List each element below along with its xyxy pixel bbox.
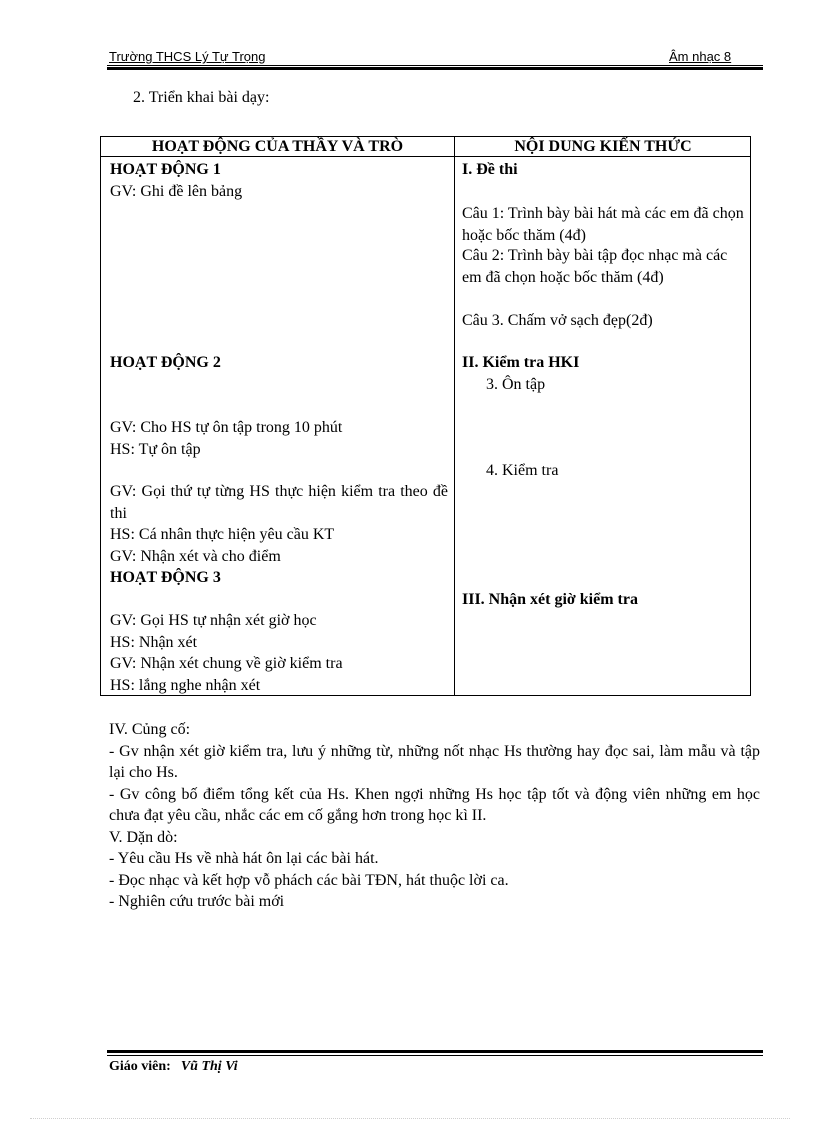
footer-rule-thick bbox=[107, 1050, 763, 1053]
consolidation-title: IV. Củng cố: bbox=[109, 721, 191, 738]
teacher-name: Vũ Thị Vi bbox=[180, 1059, 238, 1074]
part2-title: II. Kiểm tra HKI bbox=[462, 354, 580, 371]
lesson-closing bbox=[109, 719, 760, 913]
homework-line: - Yêu cầu Hs về nhà hát ôn lại các bài hát. bbox=[109, 850, 379, 867]
activity3-line: HS: lắng nghe nhận xét bbox=[110, 677, 261, 694]
activity2-line: GV: Gọi thứ tự từng HS thực hiện kiểm tra theo đề thi bbox=[110, 483, 448, 522]
section-title: 2. Triển khai bài dạy: bbox=[133, 89, 270, 106]
footer-label: Giáo viên: bbox=[109, 1059, 171, 1074]
activity1-line: GV: Ghi đề lên bảng bbox=[110, 183, 243, 200]
activity1-title: HOẠT ĐỘNG 1 bbox=[110, 161, 221, 178]
part1-title: I. Đề thi bbox=[462, 161, 518, 178]
consolidation-line: - Gv công bố điểm tổng kết của Hs. Khen ngợi những Hs học tập tốt và động viên những em học chưa đạt yêu cầu, nhắc các em cố gắng hơn trong học kì II. bbox=[109, 785, 760, 824]
header-rule-thick bbox=[107, 67, 763, 70]
footer-rule-thin bbox=[107, 1055, 763, 1056]
table-header-activities: HOẠT ĐỘNG CỦA THẦY VÀ TRÒ bbox=[151, 138, 404, 155]
activity3-line: HS: Nhận xét bbox=[110, 634, 198, 651]
homework-line: - Nghiên cứu trước bài mới bbox=[109, 893, 285, 910]
header-rule-thin bbox=[107, 65, 763, 66]
page-bottom-dotted-line bbox=[30, 1118, 790, 1119]
activity2-line: HS: Cá nhân thực hiện yêu cầu KT bbox=[110, 526, 335, 543]
exam-question-3: Câu 3. Chấm vở sạch đẹp(2đ) bbox=[462, 312, 653, 329]
table-header-content: NỘI DUNG KIẾN THỨC bbox=[514, 138, 692, 155]
part3-title: III. Nhận xét giờ kiểm tra bbox=[462, 591, 638, 608]
activity2-title: HOẠT ĐỘNG 2 bbox=[110, 354, 221, 371]
activity2-line: HS: Tự ôn tập bbox=[110, 441, 201, 458]
part2-item-review: 3. Ôn tập bbox=[486, 376, 546, 393]
footer bbox=[109, 1059, 238, 1075]
exam-question-1: Câu 1: Trình bày bài hát mà các em đã chọn hoặc bốc thăm (4đ) bbox=[462, 205, 744, 244]
part2-item-test: 4. Kiểm tra bbox=[486, 462, 559, 479]
exam-question-2: Câu 2: Trình bày bài tập đọc nhạc mà các em đã chọn hoặc bốc thăm (4đ) bbox=[462, 247, 728, 286]
table-header-divider bbox=[100, 156, 751, 157]
homework-title: V. Dặn dò: bbox=[109, 828, 178, 846]
activity3-line: GV: Nhận xét chung về giờ kiểm tra bbox=[110, 655, 343, 672]
activity2-line: GV: Cho HS tự ôn tập trong 10 phút bbox=[110, 419, 343, 436]
activity3-title: HOẠT ĐỘNG 3 bbox=[110, 569, 221, 586]
header-subject: Âm nhạc 8 bbox=[669, 49, 732, 64]
homework-line: - Đọc nhạc và kết hợp vỗ phách các bài TĐN, hát thuộc lời ca. bbox=[109, 871, 509, 889]
activity2-line: GV: Nhận xét và cho điểm bbox=[110, 548, 281, 565]
activity3-line: GV: Gọi HS tự nhận xét giờ học bbox=[110, 612, 317, 629]
header-school: Trường THCS Lý Tự Trọng bbox=[109, 49, 266, 64]
table-column-divider bbox=[454, 136, 455, 696]
consolidation-line: - Gv nhận xét giờ kiểm tra, lưu ý những từ, những nốt nhạc Hs thường hay đọc sai, làm mẫu và tập lại cho Hs. bbox=[109, 742, 760, 781]
